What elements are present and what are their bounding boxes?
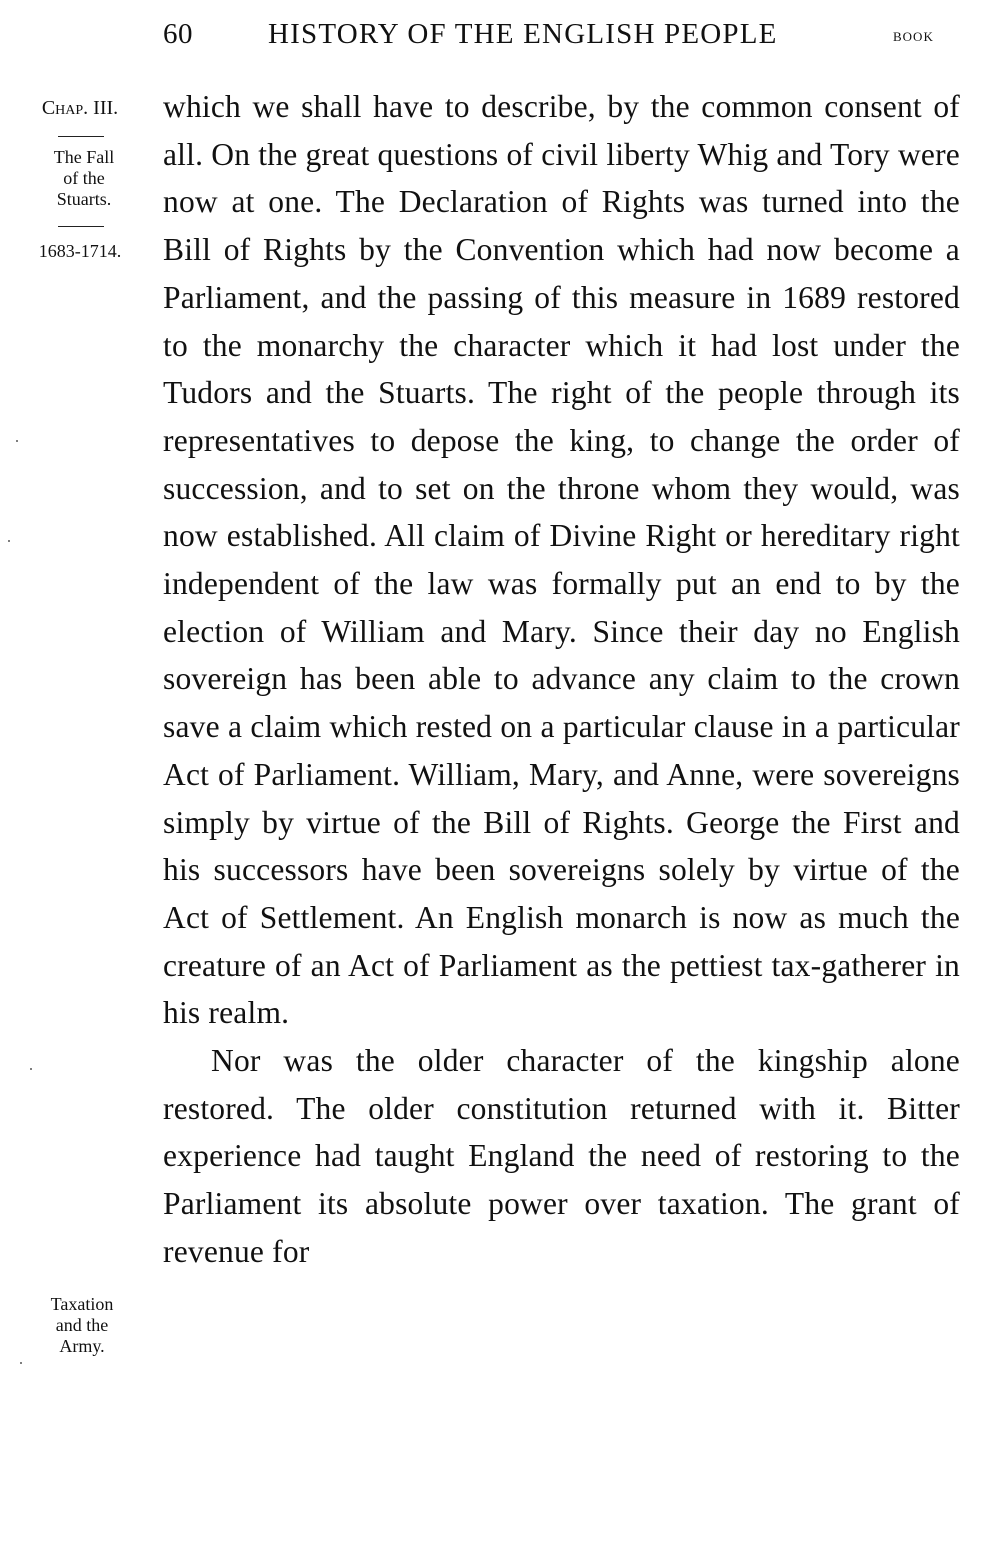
chapter-sidenote: Chap. III. bbox=[41, 97, 119, 119]
running-header bbox=[0, 14, 1000, 58]
paragraph-taxation: Nor was the older character of the kingship alone restored. The older constitution returned with it. Bitter experience had taught England the need of restoring to the Parliament its absolute power over taxation. The grant of revenue for bbox=[163, 1043, 960, 1269]
sidenote-line: The Fall bbox=[53, 147, 115, 167]
section-sidenote-fall-of-stuarts bbox=[24, 147, 144, 210]
print-speck bbox=[16, 440, 18, 442]
paragraph-continued: which we shall have to describe, by the common consent of all. On the great questions of civil liberty Whig and Tory were now at one. The Declaration of Rights was turned into the Bill of Rights by the Convention which had now become a Parliament, and the passing of this measure in 1689 restored to the monarchy the character which it had lost under the Tudors and the Stuarts. The right of the people through its representatives to depose the king, to change the order of succession, and to set on the throne whom they would, was now established. All claim of Divine Right or hereditary right independent of the law was formally put an end to by the election of William and Mary. Since their day no English sovereign has been able to advance any claim to the crown save a claim which rested on a particular clause in a particular Act of Parliament. William, Mary, and Anne, were sovereigns simply by virtue of the Bill of Rights. George the First and his successors have been sovereigns solely by virtue of the Act of Settlement. An English monarch is now as much the creature of an Act of Parliament as the pettiest tax-gatherer in his realm. bbox=[163, 89, 960, 1031]
sidenote-line: Army. bbox=[59, 1336, 105, 1356]
section-sidenote-taxation-army bbox=[24, 1294, 140, 1357]
sidenote-rule-top bbox=[58, 136, 104, 137]
running-title: HISTORY OF THE ENGLISH PEOPLE bbox=[268, 18, 778, 50]
print-speck bbox=[30, 1068, 32, 1070]
print-speck bbox=[20, 1362, 22, 1364]
sidenote-rule-bottom bbox=[58, 226, 104, 227]
book-label: book bbox=[893, 25, 934, 46]
sidenote-line: and the bbox=[55, 1315, 109, 1335]
page-number: 60 bbox=[163, 18, 193, 50]
sidenote-line: Stuarts. bbox=[56, 189, 112, 209]
date-range-sidenote: 1683-1714. bbox=[38, 241, 122, 261]
sidenote-line: of the bbox=[63, 168, 105, 188]
body-text bbox=[163, 83, 960, 1276]
sidenote-line: Taxation bbox=[50, 1294, 114, 1314]
print-speck bbox=[8, 540, 10, 542]
